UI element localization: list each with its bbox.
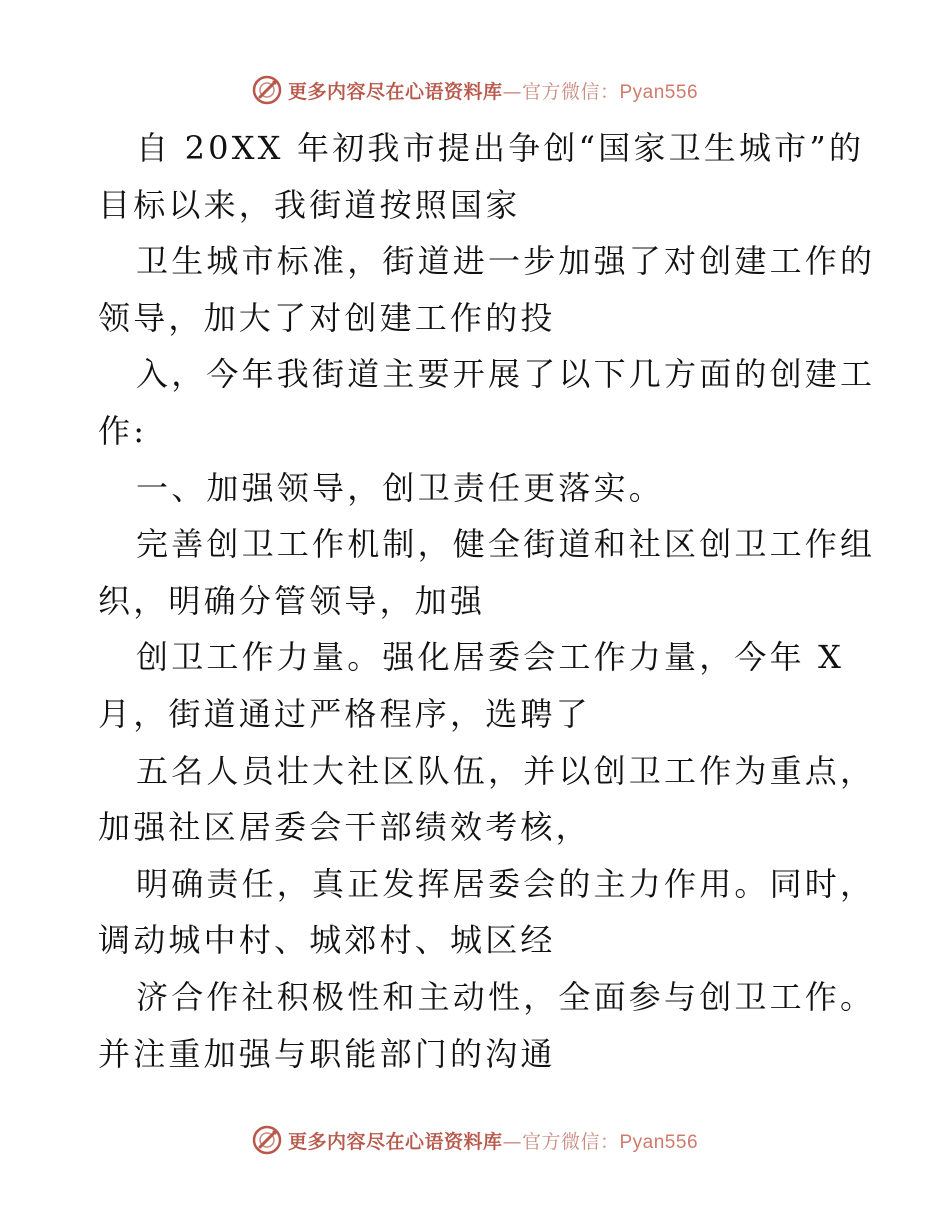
body-line: 加强社区居委会干部绩效考核， bbox=[98, 808, 591, 847]
body-line: 织，明确分管领导，加强 bbox=[98, 581, 486, 620]
footer-banner bbox=[0, 1118, 950, 1162]
footer-wechat-label: 官方微信： bbox=[521, 1130, 620, 1153]
body-line: 目标以来，我街道按照国家 bbox=[98, 185, 521, 224]
body-line: 创卫工作力量。强化居委会工作力量，今年 X bbox=[136, 638, 845, 677]
body-line: 五名人员壮大社区队伍，并以创卫工作为重点， bbox=[136, 751, 876, 790]
body-line: 领导，加大了对创建工作的投 bbox=[98, 298, 556, 337]
body-line: 入，今年我街道主要开展了以下几方面的创建工 bbox=[136, 355, 876, 394]
body-line: 月，街道通过严格程序，选聘了 bbox=[98, 694, 591, 733]
footer-banner-text bbox=[288, 1127, 698, 1154]
header-wechat-id: Pyan556 bbox=[619, 81, 699, 103]
body-line: 卫生城市标准，街道进一步加强了对创建工作的 bbox=[136, 242, 876, 281]
footer-separator: — bbox=[502, 1130, 522, 1153]
header-brand-text: 更多内容尽在心语资料库 bbox=[287, 80, 503, 103]
header-separator: — bbox=[502, 80, 522, 103]
body-line: 自 20XX 年初我市提出争创“国家卫生城市”的 bbox=[136, 129, 865, 167]
section-heading: 一、加强领导，创卫责任更落实。 bbox=[136, 468, 665, 507]
body-line: 明确责任，真正发挥居委会的主力作用。同时， bbox=[136, 864, 876, 903]
body-line: 调动城中村、城郊村、城区经 bbox=[98, 921, 556, 960]
brand-logo-icon bbox=[252, 75, 282, 105]
footer-brand-text: 更多内容尽在心语资料库 bbox=[287, 1130, 503, 1153]
footer-wechat-id: Pyan556 bbox=[619, 1131, 699, 1153]
body-line: 并注重加强与职能部门的沟通 bbox=[98, 1034, 556, 1073]
body-line: 完善创卫工作机制，健全街道和社区创卫工作组 bbox=[136, 525, 876, 564]
body-line: 作: bbox=[98, 411, 148, 450]
body-line: 济合作社积极性和主动性，全面参与创卫工作。 bbox=[136, 977, 876, 1016]
document-body bbox=[98, 120, 876, 1082]
header-wechat-label: 官方微信： bbox=[521, 80, 620, 103]
brand-logo-icon bbox=[252, 1125, 282, 1155]
header-banner-text bbox=[288, 77, 698, 104]
header-banner bbox=[0, 68, 950, 112]
